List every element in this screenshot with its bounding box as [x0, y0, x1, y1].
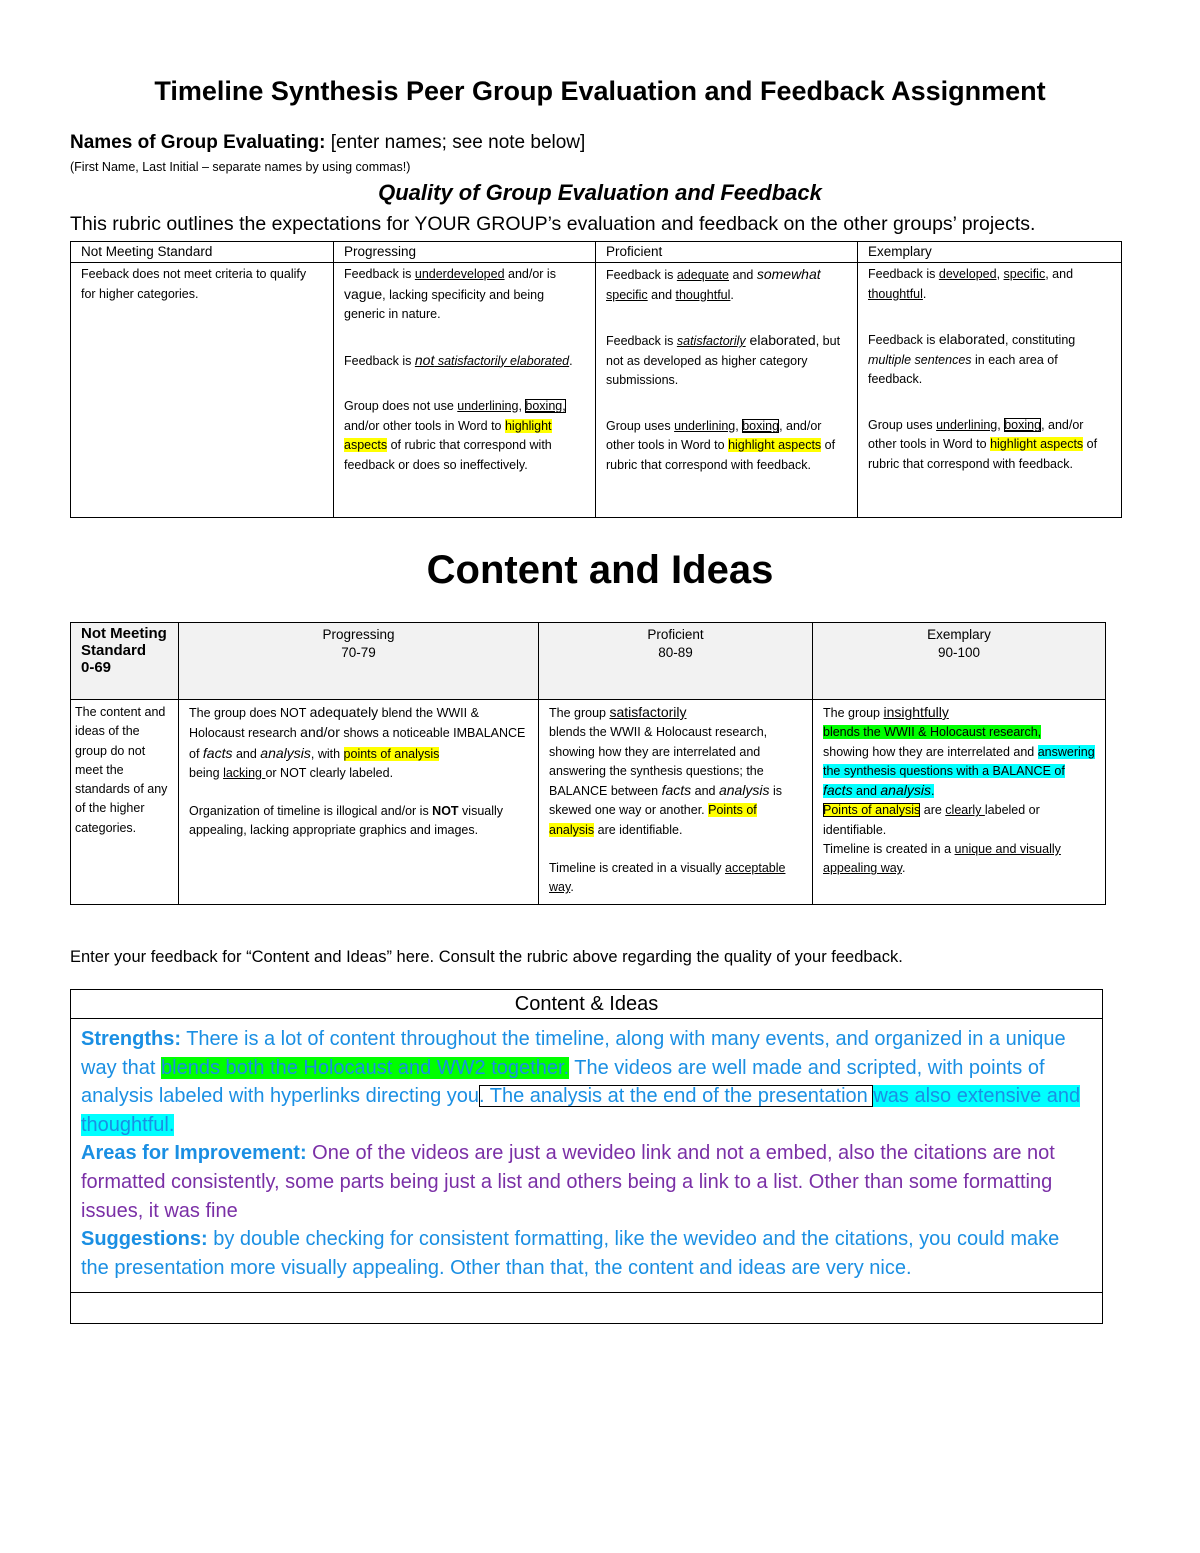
- paragraph: Feedback is developed, specific, and thoughtful.: [868, 267, 1074, 301]
- paragraph: Feedback is adequate and somewhat specific and thoughtful.: [606, 266, 821, 302]
- feedback-table: [70, 989, 1103, 1324]
- paragraph: Feedback is satisfactorily elaborated, but not as developed as higher category submissions.: [606, 332, 841, 387]
- document-title: Timeline Synthesis Peer Group Evaluation and Feedback Assignment: [154, 76, 1046, 106]
- improvement-label: Areas for Improvement:: [81, 1142, 307, 1165]
- cell-text: Feeback does not meet criteria to qualify for higher categories.: [81, 267, 307, 301]
- names-label: Names of Group Evaluating:: [70, 132, 326, 153]
- feedback-empty-cell[interactable]: [71, 1293, 1103, 1324]
- cell-exemplary: [813, 700, 1106, 905]
- feedback-body-row: [71, 1019, 1103, 1293]
- paragraph: Group uses underlining, boxing, and/or other tools in Word to highlight aspects of rubric that correspond with feedback.: [606, 418, 836, 472]
- feedback-empty-row: [71, 1293, 1103, 1324]
- paragraph: Feedback is not satisfactorily elaborated.: [344, 351, 573, 368]
- column-header-progressing: Progressing: [334, 242, 596, 263]
- paragraph: Group uses underlining, boxing, and/or other tools in Word to highlight aspects of rubric that correspond with feedback.: [868, 417, 1098, 471]
- cell-text: The content and ideas of the group do not meet the standards of any of the higher categories.: [75, 705, 168, 835]
- column-header-proficient: Proficient 80-89: [539, 623, 813, 700]
- content-ideas-heading: Content and Ideas: [426, 548, 774, 592]
- column-header-exemplary: Exemplary 90-100: [813, 623, 1106, 700]
- column-header-proficient: Proficient: [596, 242, 858, 263]
- quality-rubric-table: [70, 241, 1122, 518]
- cell-progressing: [179, 700, 539, 905]
- paragraph: Feedback is underdeveloped and/or is vague, lacking specificity and being generic in nature.: [344, 267, 556, 321]
- names-value[interactable]: [enter names; see note below]: [330, 132, 586, 153]
- content-rubric-table: [70, 622, 1106, 905]
- content-rubric-header-row: [71, 623, 1106, 700]
- column-header-exemplary: Exemplary: [858, 242, 1122, 263]
- cell-not-meeting: [71, 263, 334, 518]
- cell-not-meeting: [71, 700, 179, 905]
- quality-rubric-header-row: [71, 242, 1122, 263]
- names-line[interactable]: [70, 132, 585, 154]
- paragraph: The group does NOT adequately blend the WWII & Holocaust research and/or shows a noticeable IMBALANCE of facts and analysis, with points of analysis being lacking or NOT clearly labeled.: [189, 704, 526, 780]
- paragraph: The group insightfully blends the WWII & Holocaust research, showing how they are interrelated and answering the synthesis questions with a BALANCE of facts and analysis. Points of analysis are clearly labeled or identifiable. Timeline is created in a unique and visually appealing way.: [823, 704, 1095, 876]
- cell-exemplary: [858, 263, 1122, 518]
- paragraph: Timeline is created in a visually acceptable way.: [549, 861, 786, 895]
- feedback-text-area[interactable]: [71, 1019, 1103, 1293]
- quality-rubric-row: [71, 263, 1122, 518]
- paragraph: Group does not use underlining, boxing, and/or other tools in Word to highlight aspects of rubric that correspond with feedback or does so ineffectively.: [344, 399, 566, 472]
- quality-intro: This rubric outlines the expectations for YOUR GROUP’s evaluation and feedback on the other groups’ projects.: [70, 213, 1036, 235]
- feedback-table-title: Content & Ideas: [71, 990, 1103, 1019]
- improvement-paragraph: Areas for Improvement: One of the videos are just a wevideo link and not a embed, also the citations are not formatted consistently, some parts being just a list and others being a link to a list. Other than some formatting issues, it was fine: [81, 1142, 1055, 1222]
- suggestions-label: Suggestions:: [81, 1228, 208, 1251]
- quality-heading: Quality of Group Evaluation and Feedback: [378, 180, 822, 205]
- column-header-progressing: Progressing 70-79: [179, 623, 539, 700]
- column-header-not-meeting: Not Meeting Standard 0-69: [71, 623, 179, 700]
- suggestions-paragraph: Suggestions: by double checking for consistent formatting, like the wevideo and the citations, you could make the presentation more visually appealing. Other than that, the content and ideas are very nice.: [81, 1228, 1060, 1279]
- strengths-label: Strengths:: [81, 1028, 181, 1050]
- content-rubric-row: [71, 700, 1106, 905]
- paragraph: Feedback is elaborated, constituting multiple sentences in each area of feedback.: [868, 331, 1076, 386]
- cell-proficient: [539, 700, 813, 905]
- feedback-prompt: Enter your feedback for “Content and Ideas” here. Consult the rubric above regarding the quality of your feedback.: [70, 948, 903, 966]
- paragraph: Organization of timeline is illogical and/or is NOT visually appealing, lacking appropriate graphics and images.: [189, 804, 504, 838]
- strengths-paragraph: Strengths: There is a lot of content throughout the timeline, along with many events, and organized in a unique way that blends both the Holocaust and WW2 together. The videos are well made and scripted, with points of analysis labeled with hyperlinks directing you. The analysis at the end of the presentation was also extensive and thoughtful.: [81, 1028, 1081, 1136]
- cell-proficient: [596, 263, 858, 518]
- feedback-header-row: [71, 990, 1103, 1019]
- names-note: (First Name, Last Initial – separate names by using commas!): [70, 160, 411, 174]
- paragraph: The group satisfactorily blends the WWII & Holocaust research, showing how they are interrelated and answering the synthesis questions; the BALANCE between facts and analysis is skewed one way or another. Points of analysis are identifiable.: [549, 704, 783, 837]
- cell-progressing: [334, 263, 596, 518]
- column-header-not-meeting: Not Meeting Standard: [71, 242, 334, 263]
